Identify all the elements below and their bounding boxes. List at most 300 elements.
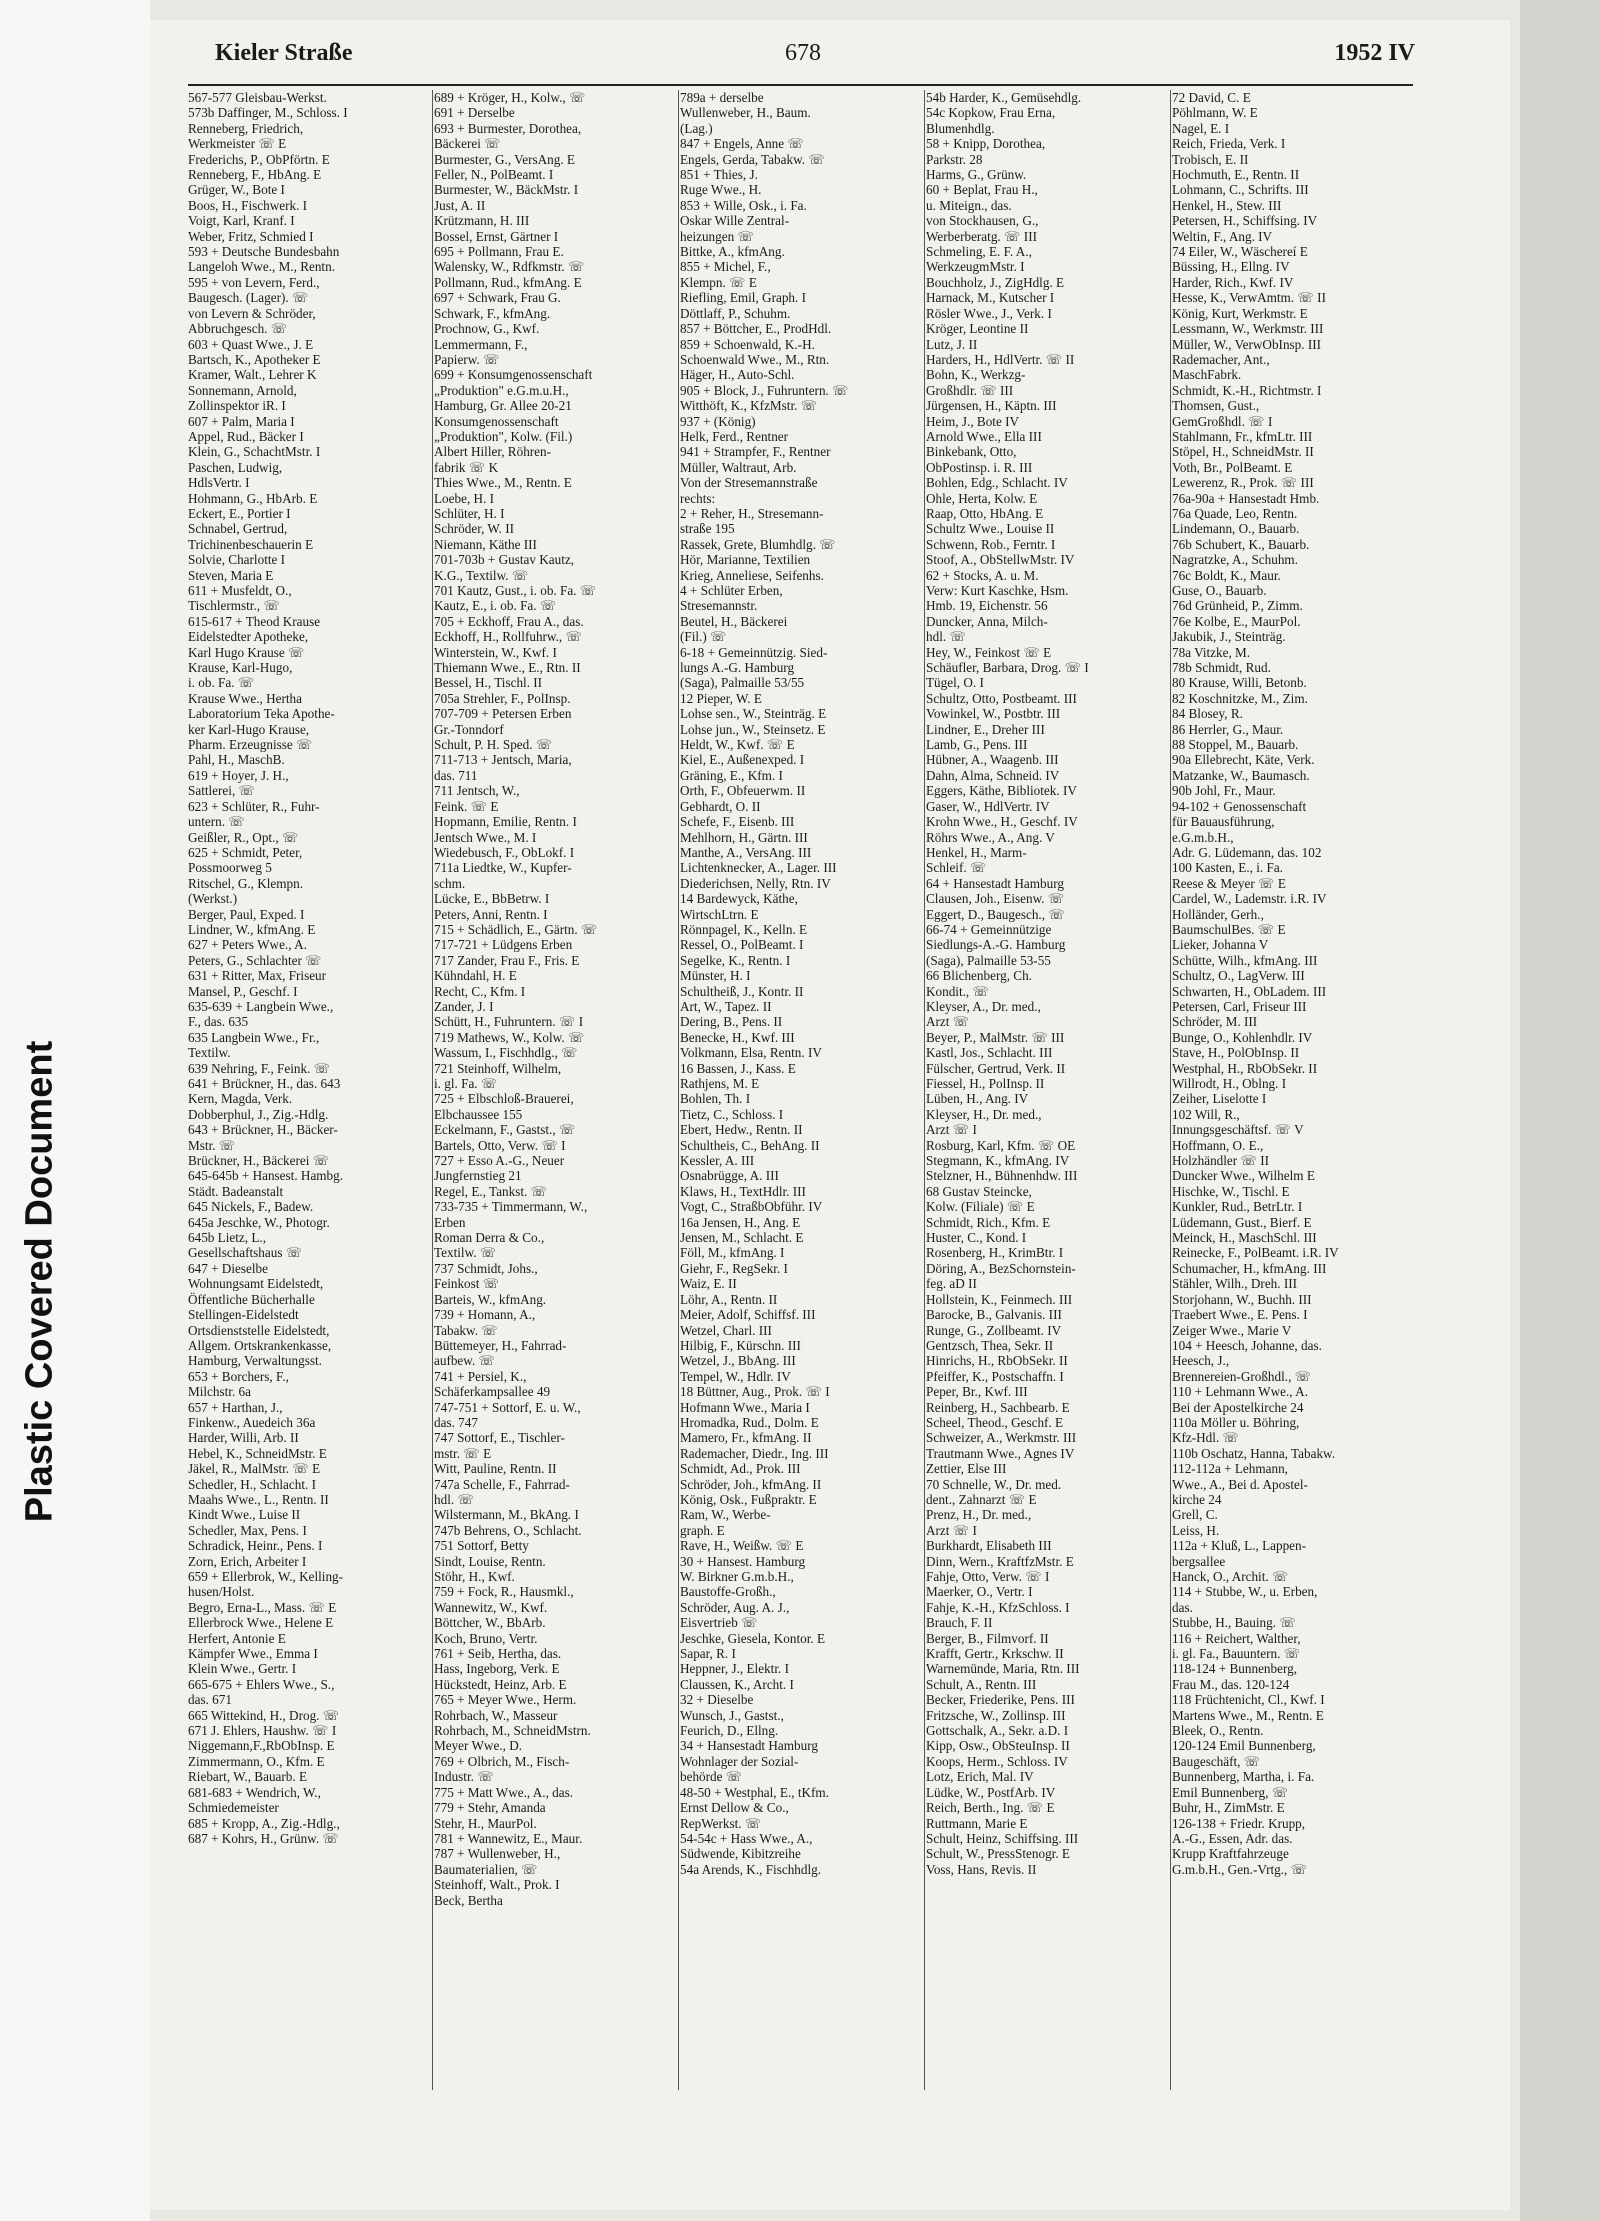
directory-entry: Schult, W., PressStenogr. E [926, 1846, 1070, 1862]
directory-entry: Löhr, A., Rentn. II [680, 1291, 778, 1307]
directory-entry: Finkenw., Auedeich 36a [188, 1414, 316, 1430]
directory-entry: Riebart, W., Bauarb. E [188, 1769, 308, 1785]
directory-entry: Schultheiß, J., Kontr. II [680, 983, 804, 999]
directory-entry: 32 + Dieselbe [680, 1692, 754, 1708]
directory-entry: 733-735 + Timmermann, W., [434, 1199, 588, 1215]
directory-entry: 711-713 + Jentsch, Maria, [434, 752, 572, 768]
directory-entry: Rosenberg, H., KrimBtr. I [926, 1245, 1064, 1261]
directory-entry: Langeloh Wwe., M., Rentn. [188, 259, 335, 275]
directory-entry: Lichtenknecker, A., Lager. III [680, 860, 837, 876]
directory-entry: 725 + Elbschloß-Brauerei, [434, 1091, 574, 1107]
directory-entry: Maerker, O., Vertr. I [926, 1584, 1033, 1600]
directory-entry: Schult, A., Rentn. III [926, 1676, 1037, 1692]
directory-entry: Jensen, M., Schlacht. E [680, 1230, 804, 1246]
directory-entry: Krafft, Gertr., Krkschw. II [926, 1646, 1064, 1662]
directory-entry: 639 Nehring, F., Feink. ☏ [188, 1060, 331, 1076]
directory-entry: 78b Schmidt, Rud. [1172, 660, 1271, 676]
directory-entry: Engels, Gerda, Tabakw. ☏ [680, 151, 825, 167]
directory-entry: Hollstein, K., Feinmech. III [926, 1291, 1073, 1307]
directory-entry: 623 + Schlüter, R., Fuhr- [188, 798, 320, 814]
directory-entry: Rademacher, Ant., [1172, 351, 1270, 367]
directory-entry: Renneberg, Friedrich, [188, 120, 304, 136]
directory-entry: Hör, Marianne, Textilien [680, 552, 811, 568]
directory-entry: (Werkst.) [188, 891, 238, 907]
directory-entry: Schumacher, H., kfmAng. III [1172, 1260, 1327, 1276]
directory-entry: Sapar, R. I [680, 1646, 736, 1662]
directory-entry: 937 + (König) [680, 413, 756, 429]
directory-entry: Lindemann, O., Bauarb. [1172, 521, 1300, 537]
directory-entry: Orth, F., Obfeuerwm. II [680, 783, 806, 799]
directory-entry: Schröder, Joh., kfmAng. II [680, 1476, 822, 1492]
directory-entry: Kindt Wwe., Luise II [188, 1507, 301, 1523]
directory-entry: das. 711 [434, 767, 478, 783]
directory-entry: 4 + Schlüter Erben, [680, 583, 783, 598]
directory-entry: Konsumgenossenschaft [434, 413, 559, 429]
directory-entry: Mehlhorn, H., Gärtn. III [680, 829, 808, 845]
directory-entry: Papierw. ☏ [434, 351, 500, 367]
directory-entry: Kautz, E., i. ob. Fa. ☏ [434, 598, 557, 614]
directory-entry: fabrik ☏ K [434, 459, 499, 475]
directory-entry: Geißler, R., Opt., ☏ [188, 829, 299, 845]
directory-entry: Wetzel, Charl. III [680, 1322, 772, 1338]
directory-entry: Stähler, Wilh., Dreh. III [1172, 1276, 1298, 1292]
directory-entry: Fritzsche, W., Zollinsp. III [926, 1707, 1066, 1723]
directory-entry: Bunnenberg, Martha, i. Fa. [1172, 1769, 1315, 1785]
directory-entry: Solvie, Charlotte I [188, 552, 286, 568]
directory-entry: Wunsch, J., Gastst., [680, 1707, 784, 1723]
directory-entry: 118 Früchtenicht, Cl., Kwf. I [1172, 1692, 1325, 1708]
directory-entry: 685 + Kropp, A., Zig.-Hdlg., [188, 1815, 340, 1831]
directory-entry: 62 + Stocks, A. u. M. [926, 567, 1039, 583]
directory-entry: Eggers, Käthe, Bibliotek. IV [926, 783, 1077, 799]
directory-entry: Pollmann, Rud., kfmAng. E [434, 274, 582, 290]
directory-entry: Osnabrügge, A. III [680, 1168, 779, 1184]
directory-entry: 116 + Reichert, Walther, [1172, 1630, 1301, 1646]
directory-entry: Ruttmann, Marie E [926, 1815, 1028, 1831]
directory-entry: Hischke, W., Tischl. E [1172, 1183, 1290, 1199]
directory-entry: 659 + Ellerbrok, W., Kelling- [188, 1569, 344, 1584]
directory-entry: Ruge Wwe., H. [680, 182, 762, 198]
directory-entry: Bohlen, Edg., Schlacht. IV [926, 475, 1068, 491]
directory-entry: Volkmann, Elsa, Rentn. IV [680, 1045, 822, 1061]
directory-entry: hdl. ☏ [926, 629, 966, 645]
directory-entry: 715 + Schädlich, E., Gärtn. ☏ [434, 921, 598, 937]
directory-entry: 18 Büttner, Aug., Prok. ☏ I [680, 1384, 830, 1400]
directory-entry: Kämpfer Wwe., Emma I [188, 1646, 318, 1662]
directory-entry: 693 + Burmester, Dorothea, [434, 120, 582, 136]
directory-entry: Südwende, Kibitzreihe [680, 1846, 801, 1862]
directory-entry: 779 + Stehr, Amanda [434, 1800, 546, 1816]
directory-entry: Allgem. Ortskrankenkasse, [188, 1337, 332, 1353]
directory-entry: Heim, J., Bote IV [926, 413, 1020, 429]
directory-entry: Schultheis, C., BehAng. II [680, 1137, 820, 1153]
directory-entry: Warnemünde, Maria, Rtn. III [926, 1661, 1080, 1677]
year-volume: 1952 IV [1334, 40, 1415, 66]
directory-entry: Petersen, Carl, Friseur III [1172, 998, 1307, 1014]
directory-entry: Klein, G., SchachtMstr. I [188, 444, 321, 460]
directory-entry: Just, A. II [434, 197, 486, 213]
directory-entry: Duncker Wwe., Wilhelm E [1172, 1168, 1315, 1184]
directory-entry: Lieker, Johanna V [1172, 937, 1269, 953]
directory-entry: 595 + von Levern, Ferd., [188, 274, 320, 290]
directory-entry: Kfz-Hdl. ☏ [1172, 1430, 1240, 1446]
directory-entry: Feller, N., PolBeamt. I [434, 167, 554, 183]
directory-entry: Harder, Rich., Kwf. IV [1172, 274, 1294, 290]
directory-entry: 691 + Derselbe [434, 105, 515, 121]
directory-entry: Heesch, J., [1172, 1353, 1230, 1369]
directory-entry: 603 + Quast Wwe., J. E [188, 336, 314, 352]
directory-entry: Fiessel, H., PolInsp. II [926, 1076, 1045, 1091]
directory-entry: Bei der Apostelkirche 24 [1172, 1399, 1304, 1415]
directory-entry: 78a Vitzke, M. [1172, 644, 1251, 660]
directory-entry: Hamburg, Gr. Allee 20-21 [434, 398, 572, 414]
directory-entry: Holländer, Gerh., [1172, 906, 1264, 922]
directory-entry: 110a Möller u. Böhring, [1172, 1414, 1300, 1430]
directory-entry: Öffentliche Bücherhalle [188, 1291, 315, 1307]
directory-entry: Jürgensen, H., Käptn. III [926, 398, 1057, 414]
directory-entry: Eckhoff, H., Rollfuhrw., ☏ [434, 629, 582, 645]
directory-entry: Krupp Kraftfahrzeuge [1172, 1846, 1289, 1862]
directory-entry: Jeschke, Giesela, Kontor. E [680, 1630, 826, 1646]
directory-entry: Trichinenbeschauerin E [188, 536, 314, 552]
directory-entry: Bessel, H., Tischl. II [434, 675, 543, 691]
directory-entry: Wetzel, J., BbAng. III [680, 1353, 796, 1369]
directory-entry: Hanck, O., Archit. ☏ [1172, 1569, 1289, 1584]
directory-entry: Lessmann, W., Werkmstr. III [1172, 321, 1324, 337]
directory-entry: Albert Hiller, Röhren- [434, 444, 552, 460]
directory-entry: Schult, Heinz, Schiffsing. III [926, 1830, 1079, 1846]
directory-entry: Schedler, Max, Pens. I [188, 1522, 307, 1538]
directory-entry: Lüdke, W., PostfArb. IV [926, 1784, 1056, 1800]
directory-entry: Ressel, O., PolBeamt. I [680, 937, 804, 953]
directory-entry: 76b Schubert, K., Bauarb. [1172, 536, 1310, 552]
directory-entry: 645b Lietz, L., [188, 1230, 267, 1246]
directory-entry: 699 + Konsumgenossenschaft [434, 367, 593, 383]
directory-entry: kirche 24 [1172, 1491, 1222, 1507]
directory-entry: Steven, Maria E [188, 567, 274, 583]
directory-entry: 645 Nickels, F., Badew. [188, 1199, 314, 1215]
directory-entry: Koops, Herm., Schloss. IV [926, 1753, 1068, 1769]
directory-entry: Föll, M., kfmAng. I [680, 1245, 785, 1261]
directory-entry: 2 + Reher, H., Stresemann- [680, 505, 824, 521]
directory-entry: 711a Liedtke, W., Kupfer- [434, 860, 572, 876]
directory-entry: Thomsen, Gust., [1172, 398, 1260, 414]
directory-entry: 68 Gustav Steincke, [926, 1183, 1032, 1199]
directory-entry: Laboratorium Teka Apothe- [188, 706, 335, 722]
directory-entry: 653 + Borchers, F., [188, 1368, 289, 1384]
directory-entry: Kühndahl, H. E [434, 968, 517, 984]
directory-entry: Bartsch, K., Apotheker E [188, 351, 321, 367]
directory-entry: Parkstr. 28 [926, 151, 983, 167]
directory-entry: BaumschulBes. ☏ E [1172, 921, 1286, 937]
directory-entry: Possmoorweg 5 [188, 860, 272, 876]
directory-entry: Verw: Kurt Kaschke, Hsm. [926, 583, 1069, 598]
directory-entry: Hoffmann, O. E., [1172, 1137, 1264, 1153]
directory-entry: 769 + Olbrich, M., Fisch- [434, 1753, 570, 1769]
directory-entry: Rassek, Grete, Blumhdlg. ☏ [680, 536, 836, 552]
directory-entry: Wiedebusch, F., ObLokf. I [434, 844, 575, 860]
directory-entry: 851 + Thies, J. [680, 167, 758, 183]
directory-entry: A.-G., Essen, Adr. das. [1172, 1830, 1293, 1846]
directory-entry: 120-124 Emil Bunnenberg, [1172, 1738, 1316, 1754]
directory-entry: Clausen, Joh., Eisenw. ☏ [926, 891, 1065, 907]
directory-entry: Grell, C. [1172, 1507, 1218, 1523]
directory-entry: Krützmann, H. III [434, 213, 530, 229]
directory-entry: 695 + Pollmann, Frau E. [434, 244, 564, 260]
directory-entry: Jakubik, J., Steinträg. [1172, 629, 1286, 645]
directory-entry: Schmiedemeister [188, 1800, 279, 1816]
directory-entry: Arnold Wwe., Ella III [926, 428, 1042, 444]
directory-entry: 689 + Kröger, H., Kolw., ☏ [434, 90, 586, 105]
directory-entry: rechts: [680, 490, 716, 506]
directory-entry: Schmeling, E. F. A., [926, 244, 1032, 260]
directory-entry: Renneberg, F., HbAng. E [188, 167, 322, 183]
directory-entry: Harder, Willi, Arb. II [188, 1430, 299, 1446]
directory-entry: Schmidt, Rich., Kfm. E [926, 1214, 1051, 1230]
directory-entry: 643 + Brückner, H., Bäcker- [188, 1122, 338, 1138]
directory-entry: Art, W., Tapez. II [680, 998, 772, 1014]
directory-entry: 627 + Peters Wwe., A. [188, 937, 307, 953]
directory-entry: Burmester, G., VersAng. E [434, 151, 575, 167]
directory-entry: 847 + Engels, Anne ☏ [680, 136, 804, 152]
directory-entry: Städt. Badeanstalt [188, 1183, 284, 1199]
directory-entry: 66 Blichenberg, Ch. [926, 968, 1032, 984]
directory-entry: 717 Zander, Frau F., Fris. E [434, 952, 580, 968]
directory-entry: 66-74 + Gemeinnützige [926, 921, 1052, 937]
directory-entry: 60 + Beplat, Frau H., [926, 182, 1038, 198]
right-binding-strip [1520, 0, 1600, 2221]
directory-entry: 54b Harder, K., Gemüsehdlg. [926, 90, 1082, 105]
directory-entry: Reich, Berth., Ing. ☏ E [926, 1800, 1055, 1816]
directory-entry: Rademacher, Diedr., Ing. III [680, 1445, 829, 1461]
directory-entry: Hebel, K., SchneidMstr. E [188, 1445, 327, 1461]
directory-entry: Hübner, A., Waagenb. III [926, 752, 1059, 768]
directory-entry: Arzt ☏ I [926, 1122, 977, 1138]
directory-entry: Böttcher, W., BbArb. [434, 1615, 546, 1631]
directory-entry: Fülscher, Gertrud, Verk. II [926, 1060, 1066, 1076]
directory-entry: Guse, O., Bauarb. [1172, 583, 1267, 598]
directory-entry: Zimmermann, O., Kfm. E [188, 1753, 325, 1769]
directory-entry: 48-50 + Westphal, E., tKfm. [680, 1784, 829, 1800]
directory-entry: Elbchaussee 155 [434, 1106, 523, 1122]
directory-entry: Abbruchgesch. ☏ [188, 321, 288, 337]
directory-entry: Nagratzke, A., Schuhm. [1172, 552, 1298, 568]
directory-entry: Rönnpagel, K., Kelln. E [680, 921, 808, 937]
directory-entry: straße 195 [680, 521, 735, 537]
directory-entry: Gr.-Tonndorf [434, 721, 504, 737]
directory-entry: Peper, Br., Kwf. III [926, 1384, 1028, 1400]
directory-entry: Reinecke, F., PolBeamt. i.R. IV [1172, 1245, 1339, 1261]
directory-entry: Werberberatg. ☏ III [926, 228, 1037, 244]
directory-entry: Textilw. [188, 1045, 231, 1061]
directory-entry: Lüben, H., Ang. IV [926, 1091, 1029, 1107]
directory-entry: u. Miteign., das. [926, 197, 1012, 213]
directory-entry: das. 747 [434, 1414, 478, 1430]
directory-entry: Wullenweber, H., Baum. [680, 105, 811, 121]
directory-entry: 857 + Böttcher, E., ProdHdl. [680, 321, 832, 337]
directory-entry: das. [1172, 1599, 1193, 1615]
directory-entry: 859 + Schoenwald, K.-H. [680, 336, 815, 352]
directory-entry: G.m.b.H., Gen.-Vrtg., ☏ [1172, 1861, 1308, 1877]
directory-entry: Frederichs, P., ObPförtn. E [188, 151, 330, 167]
page-header [215, 40, 1415, 82]
directory-entry: „Produktion", Kolw. (Fil.) [434, 428, 573, 444]
directory-entry: Burmester, W., BäckMstr. I [434, 182, 579, 198]
directory-entry: Niggemann,F.,RbObInsp. E [188, 1738, 335, 1754]
directory-entry: Duncker, Anna, Milch- [926, 613, 1048, 629]
directory-entry: 781 + Wannewitz, E., Maur. [434, 1830, 583, 1846]
directory-entry: Beyer, P., MalMstr. ☏ III [926, 1029, 1065, 1045]
directory-entry: Bäckerei ☏ [434, 136, 501, 152]
directory-entry: dent., Zahnarzt ☏ E [926, 1491, 1037, 1507]
directory-entry: Baugeschäft, ☏ [1172, 1753, 1261, 1769]
left-margin-strip [0, 0, 150, 2221]
directory-entry: 681-683 + Wendrich, W., [188, 1784, 321, 1800]
directory-entry: Schefe, F., Eisenb. III [680, 814, 795, 830]
directory-entry: 739 + Homann, A., [434, 1307, 536, 1323]
directory-entry: 635 Langbein Wwe., Fr., [188, 1029, 320, 1045]
directory-entry: HdlsVertr. I [188, 475, 250, 491]
directory-entry: 853 + Wille, Osk., i. Fa. [680, 197, 807, 213]
directory-entry: Schlüter, H. I [434, 505, 505, 521]
directory-entry: Pahl, H., MaschB. [188, 752, 285, 768]
directory-entry: Huster, C., Kond. I [926, 1230, 1027, 1246]
directory-entry: Koch, Bruno, Vertr. [434, 1630, 538, 1646]
directory-entry: 747 Sottorf, E., Tischler- [434, 1430, 565, 1446]
directory-entry: Petersen, H., Schiffsing. IV [1172, 213, 1318, 229]
directory-entry: Segelke, K., Rentn. I [680, 952, 791, 968]
directory-entry: Klaws, H., TextHdlr. III [680, 1183, 806, 1199]
directory-entry: Vowinkel, W., Postbtr. III [926, 706, 1061, 722]
directory-entry: Schwarten, H., ObLadem. III [1172, 983, 1327, 999]
directory-entry: Wassum, I., Fischhdlg., ☏ [434, 1045, 578, 1061]
directory-entry: 611 + Musfeldt, O., [188, 583, 292, 598]
directory-entry: Ernst Dellow & Co., [680, 1800, 789, 1816]
directory-entry: 70 Schnelle, W., Dr. med. [926, 1476, 1062, 1492]
directory-entry: Klein Wwe., Gertr. I [188, 1661, 297, 1677]
directory-entry: Stoof, A., ObStellwMstr. IV [926, 552, 1075, 568]
directory-entry: Thies Wwe., M., Rentn. E [434, 475, 572, 491]
directory-entry: Kleyser, A., Dr. med., [926, 998, 1041, 1014]
directory-entry: Lamb, G., Pens. III [926, 737, 1028, 753]
directory-entry: Harnack, M., Kutscher I [926, 290, 1055, 306]
directory-entry: Bleek, O., Rentn. [1172, 1723, 1264, 1739]
directory-entry: Lücke, E., BbBetrw. I [434, 891, 550, 907]
directory-entry: F., das. 635 [188, 1014, 249, 1030]
directory-entry: 54a Arends, K., Fischhdlg. [680, 1861, 822, 1877]
directory-entry: Paschen, Ludwig, [188, 459, 283, 475]
directory-entry: 751 Sottorf, Betty [434, 1538, 529, 1554]
directory-entry: Rohrbach, M., SchneidMstrn. [434, 1723, 591, 1739]
directory-entry: 665 Wittekind, H., Drog. ☏ [188, 1707, 340, 1723]
directory-entry: Frau M., das. 120-124 [1172, 1676, 1290, 1692]
directory-entry: 717-721 + Lüdgens Erben [434, 937, 573, 953]
directory-entry: Hofmann Wwe., Maria I [680, 1399, 810, 1415]
directory-entry: Trobisch, E. II [1172, 151, 1249, 167]
directory-entry: Tügel, O. I [926, 675, 984, 691]
directory-entry: Emil Bunnenberg, ☏ [1172, 1784, 1289, 1800]
directory-entry: Loebe, H. I [434, 490, 495, 506]
directory-entry: Kern, Magda, Verk. [188, 1091, 293, 1107]
directory-entry: Schäferkampsallee 49 [434, 1384, 551, 1400]
directory-entry: Müller, W., VerwObInsp. III [1172, 336, 1322, 352]
directory-entry: 100 Kasten, E., i. Fa. [1172, 860, 1283, 876]
directory-entry: Waiz, E. II [680, 1276, 737, 1292]
directory-entry: Brückner, H., Bäckerei ☏ [188, 1153, 330, 1169]
directory-entry: Diederichsen, Nelly, Rtn. IV [680, 875, 831, 891]
directory-entry: 647 + Dieselbe [188, 1260, 268, 1276]
directory-entry: Bouchholz, J., ZigHdlg. E [926, 274, 1065, 290]
directory-entry: Adr. G. Lüdemann, das. 102 [1172, 844, 1322, 860]
directory-entry: Jungfernstieg 21 [434, 1168, 522, 1184]
directory-entry: Reinberg, H., Sachbearb. E [926, 1399, 1070, 1415]
directory-entry: 76c Boldt, K., Maur. [1172, 567, 1281, 583]
directory-entry: Harms, G., Grünw. [926, 167, 1027, 183]
directory-entry: Meinck, H., MaschSchl. III [1172, 1230, 1317, 1246]
directory-entry: lungs A.-G. Hamburg [680, 660, 795, 676]
directory-entry: Henkel, H., Marm- [926, 844, 1027, 860]
directory-entry: W. Birkner G.m.b.H., [680, 1569, 794, 1584]
directory-entry: (Fil.) ☏ [680, 629, 727, 645]
directory-entry: Gebhardt, O. II [680, 798, 761, 814]
directory-entry: Döring, A., BezSchornstein- [926, 1260, 1076, 1276]
directory-entry: Häger, H., Auto-Schl. [680, 367, 795, 383]
directory-entry: Rathjens, M. E [680, 1076, 760, 1091]
directory-entry: Wohnungsamt Eidelstedt, [188, 1276, 324, 1292]
directory-entry: Jäkel, R., MalMstr. ☏ E [188, 1461, 321, 1477]
directory-entry: 110 + Lehmann Wwe., A. [1172, 1384, 1308, 1400]
directory-entry: Schröder, Aug. A. J., [680, 1599, 790, 1615]
directory-entry: Dinn, Wern., KraftfzMstr. E [926, 1553, 1074, 1569]
directory-entry: Kolw. (Filiale) ☏ E [926, 1199, 1035, 1215]
directory-entry: 14 Bardewyck, Käthe, [680, 891, 798, 907]
directory-entry: Eckelmann, F., Gastst., ☏ [434, 1122, 576, 1138]
directory-entry: das. 671 [188, 1692, 232, 1708]
directory-entry: Zollinspektor iR. I [188, 398, 286, 414]
directory-entry: Pfeiffer, K., Postschaffn. I [926, 1368, 1064, 1384]
directory-entry: Reese & Meyer ☏ E [1172, 875, 1286, 891]
directory-entry: 615-617 + Theod Krause [188, 613, 321, 629]
directory-entry: Becker, Friederike, Pens. III [926, 1692, 1075, 1708]
directory-entry: Claussen, K., Archt. I [680, 1676, 794, 1692]
directory-entry: bergsallee [1172, 1553, 1226, 1569]
directory-entry: Eckert, E., Portier I [188, 505, 291, 521]
directory-entry: König, Kurt, Werkmstr. E [1172, 305, 1308, 321]
directory-entry: 34 + Hansestadt Hamburg [680, 1738, 818, 1754]
directory-entry: Runge, G., Zollbeamt. IV [926, 1322, 1062, 1338]
directory-entry: Textilw. ☏ [434, 1245, 497, 1261]
directory-entry: Schröder, M. III [1172, 1014, 1258, 1030]
directory-entry: Bunge, O., Kohlenhdlr. IV [1172, 1029, 1313, 1045]
directory-entry: 701-703b + Gustav Kautz, [434, 552, 575, 568]
directory-entry: Manthe, A., VersAng. III [680, 844, 812, 860]
directory-entry: Willrodt, H., Oblng. I [1172, 1076, 1287, 1091]
directory-entry: Oskar Wille Zentral- [680, 213, 790, 229]
directory-entry: Stegmann, K., kfmAng. IV [926, 1153, 1070, 1169]
directory-entry: graph. E [680, 1522, 725, 1538]
directory-entry: Stelzner, H., Bühnenhdw. III [926, 1168, 1078, 1184]
directory-entry: Eidelstedter Apotheke, [188, 629, 309, 645]
directory-entry: Siedlungs-A.-G. Hamburg [926, 937, 1066, 953]
directory-entry: Stöhr, H., Kwf. [434, 1569, 515, 1584]
directory-entry: Buhr, H., ZimMstr. E [1172, 1800, 1285, 1816]
directory-entry: Voth, Br., PolBeamt. E [1172, 459, 1293, 475]
page-number: 678 [785, 40, 821, 66]
directory-entry: 76a Quade, Leo, Rentn. [1172, 505, 1298, 521]
directory-entry: Gräning, E., Kfm. I [680, 767, 783, 783]
directory-entry: GemGroßhdl. ☏ I [1172, 413, 1273, 429]
directory-entry: Kessler, A. III [680, 1153, 755, 1169]
